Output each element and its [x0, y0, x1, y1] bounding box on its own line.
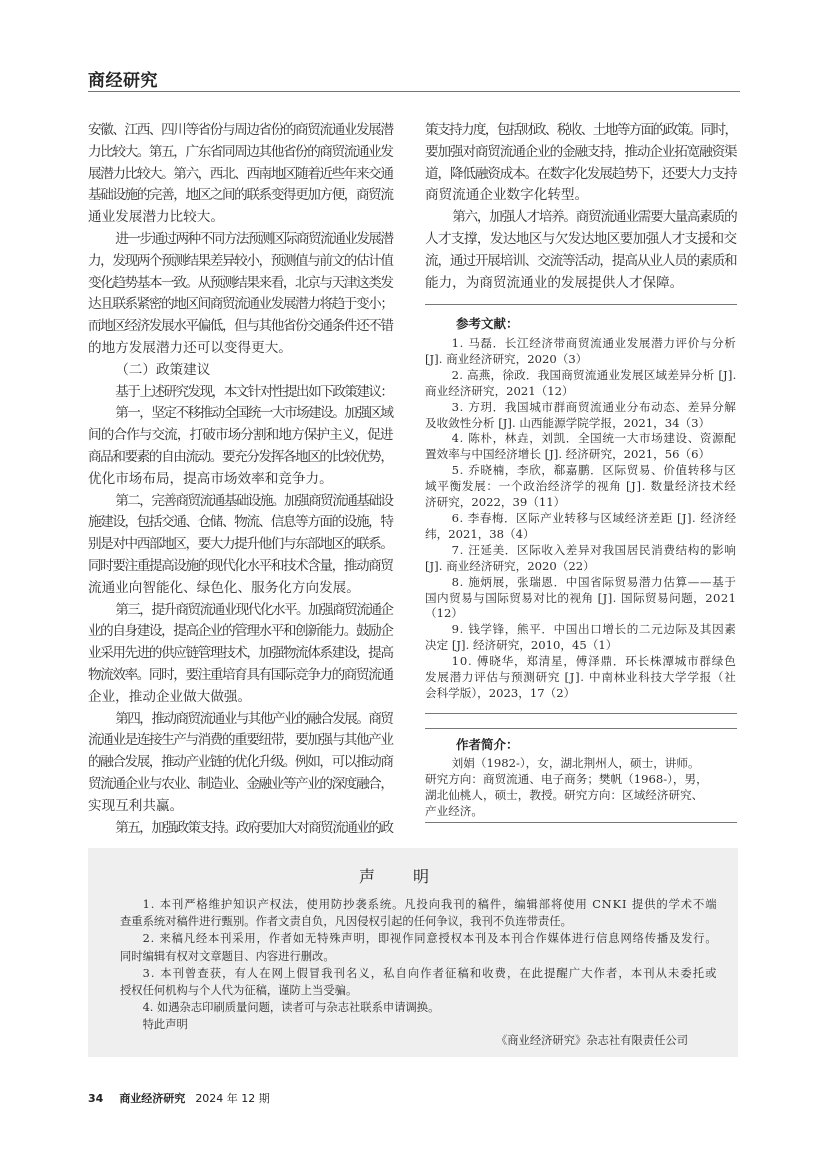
paragraph-line: 别是对中西部地区，要大力提升他们与东部地区的联系。 — [88, 536, 393, 553]
reference-line: 2. 高燕，徐政．我国商贸流通业发展区域差异分析 [J]. — [451, 367, 737, 382]
paragraph-line: 流通业是连接生产与消费的重要纽带，要加强与其他产业 — [88, 732, 393, 749]
running-header-title: 商经研究 — [88, 71, 158, 91]
paragraph-line: 企业，推动企业做大做强。 — [88, 688, 252, 705]
notice-line: 2. 来稿凡经本刊采用，作者如无特殊声明，即视作同意授权本刊及本刊合作媒体进行信息网络传播及发行。 — [142, 932, 718, 946]
reference-line: 1. 马磊．长江经济带商贸流通业发展潜力评价与分析 — [451, 336, 737, 350]
paragraph-line: 变化趋势基本一致。从预测结果来看，北京与天津这类发 — [88, 274, 393, 291]
paragraph-line: 同时要注重提高设施的现代化水平和技术含量，推动商贸 — [88, 557, 393, 574]
paragraph-line: 流，通过开展培训、交流等活动，提高从业人员的素质和 — [425, 252, 737, 269]
references-list — [425, 336, 737, 702]
footer-journal-name: 商业经济研究 — [119, 1092, 186, 1105]
author-top-rule — [425, 728, 737, 729]
reference-line: 商业经济研究，2021（12） — [425, 383, 574, 398]
reference-line: 域平衡发展：一个政治经济学的视角 [J]. 数量经济技术经 — [425, 479, 737, 494]
author-bio-line: 产业经济。 — [425, 804, 483, 818]
reference-line: 会科学版），2023，17（2） — [425, 685, 576, 700]
reference-line: 及收敛性分析 [J]. 山西能源学院学报，2021，34（3） — [425, 415, 711, 430]
paragraph-line: 贸流通企业与农业、制造业、金融业等产业的深度融合， — [88, 775, 393, 792]
reference-line: 7. 汪延美．区际收入差异对我国居民消费结构的影响 — [451, 542, 737, 557]
footer-issue: 2024 年 12 期 — [195, 1092, 270, 1105]
notice-line: 1. 本刊严格维护知识产权法，使用防抄袭系统。凡投向我刊的稿件，编辑部将使用 CNKI 提供的学术不端 — [142, 898, 718, 911]
paragraph-line: 能力，为商贸流通业的发展提供人才保障。 — [425, 274, 684, 291]
paragraph-line: 第三，提升商贸流通业现代化水平。加强商贸流通企 — [115, 601, 393, 618]
reference-line: 3. 方玥．我国城市群商贸流通业分布动态、差异分解 — [451, 399, 737, 414]
paragraph-line: 力，发现两个预测结果差异较小，预测值与前文的估计值 — [88, 252, 393, 269]
references-heading: 参考文献： — [456, 316, 519, 331]
reference-line: 9. 钱学锋，熊平．中国出口增长的二元边际及其因素 — [451, 622, 737, 637]
paragraph-line: 第六，加强人才培养。商贸流通业需要大量高素质的 — [452, 209, 737, 226]
reference-line: 纬，2021，38（4） — [425, 526, 535, 541]
reference-line: 置效率与中国经济增长 [J]. 经济研究，2021，56（6） — [425, 447, 711, 462]
notice-line: 特此声明 — [142, 1018, 188, 1032]
reference-line: [J]. 商业经济研究，2020（3） — [425, 351, 588, 366]
page-number: 34 — [88, 1092, 104, 1105]
left-text-column — [88, 120, 393, 839]
author-bio — [425, 755, 725, 819]
reference-line: 发展潜力评估与预测研究 [J]. 中南林业科技大学学报（社 — [425, 670, 737, 685]
reference-line: 6. 李春梅．区际产业转移与区域经济差距 [J]. 经济经 — [451, 510, 737, 525]
paragraph-line: 道，降低融资成本。在数字化发展趋势下，还要大力支持 — [425, 165, 737, 182]
notice-body — [120, 896, 718, 1034]
paragraph-line: 商品和要素的自由流动。要充分发挥各地区的比较优势， — [88, 448, 393, 465]
notice-line: 查重系统对稿件进行甄别。作者文责自负，凡因侵权引起的任何争议，我刊不负连带责任。 — [120, 915, 572, 929]
notice-line: 授权任何机构与个人代为征稿，谨防上当受骗。 — [120, 984, 358, 998]
reference-line: 决定 [J]. 经济研究，2010，45（1） — [425, 638, 618, 653]
paragraph-line: 第一，坚定不移推动全国统一大市场建设。加强区域 — [115, 405, 393, 422]
references-bottom-rule — [425, 713, 737, 714]
paragraph-line: 要加强对商贸流通企业的金融支持，推动企业拓宽融资渠 — [425, 143, 737, 160]
paragraph-line: 而地区经济发展水平偏低，但与其他省份交通条件还不错 — [88, 318, 393, 335]
reference-line: 8. 施炳展，张瑞恩．中国省际贸易潜力估算——基于 — [451, 574, 737, 589]
paragraph-line: （二）政策建议 — [115, 361, 211, 378]
paragraph-line: 通业发展潜力比较大。 — [88, 209, 224, 226]
reference-line: 国内贸易与国际贸易对比的视角 [J]. 国际贸易问题，2021 — [425, 590, 737, 605]
reference-line: 5. 乔晓楠，李欣，郗嘉鹏．区际贸易、价值转移与区 — [451, 463, 737, 478]
paragraph-line: 展潜力比较大。第六，西北、西南地区随着近些年来交通 — [88, 165, 393, 182]
paragraph-line: 施建设，包括交通、仓储、物流、信息等方面的设施，特 — [88, 514, 393, 531]
author-heading: 作者简介： — [456, 737, 519, 752]
paragraph-line: 策支持力度，包括财政、税收、土地等方面的政策。同时， — [425, 122, 737, 138]
page-footer — [88, 1090, 270, 1106]
author-bottom-rule — [425, 822, 737, 823]
paragraph-line: 物流效率。同时，要注重培育具有国际竞争力的商贸流通 — [88, 666, 393, 683]
reference-line: 4. 陈朴，林垚，刘凯．全国统一大市场建设、资源配 — [451, 431, 737, 446]
paragraph-line: 间的合作与交流，打破市场分割和地方保护主义，促进 — [88, 427, 393, 444]
paragraph-line: 基础设施的完善，地区之间的联系变得更加方便，商贸流 — [88, 187, 393, 204]
paragraph-line: 流通业向智能化、绿色化、服务化方向发展。 — [88, 579, 360, 596]
right-text-column — [425, 120, 737, 294]
notice-line: 4. 如遇杂志印刷质量问题，读者可与杂志社联系申请调换。 — [142, 1001, 440, 1015]
references-top-rule — [425, 304, 737, 305]
reference-line: [J]. 商业经济研究，2020（22） — [425, 558, 595, 573]
paragraph-line: 人才支撑，发达地区与欠发达地区要加强人才支援和交 — [425, 230, 737, 247]
paragraph-line: 业采用先进的供应链管理技术，加强物流体系建设，提高 — [88, 645, 393, 662]
paragraph-line: 力比较大。第五，广东省同周边其他省份的商贸流通业发 — [88, 143, 393, 160]
reference-line: （12） — [425, 606, 463, 621]
notice-line: 同时编辑有权对文章题目、内容进行删改。 — [120, 949, 335, 963]
paragraph-line: 基于上述研究发现，本文针对性提出如下政策建议： — [115, 383, 393, 400]
paragraph-line: 安徽、江西、四川等省份与周边省份的商贸流通业发展潜 — [88, 122, 393, 138]
paragraph-line: 业的自身建设，提高企业的管理水平和创新能力。鼓励企 — [88, 623, 393, 640]
paragraph-line: 进一步通过两种不同方法预测区际商贸流通业发展潜 — [115, 230, 393, 247]
paragraph-line: 第二，完善商贸流通基础设施。加强商贸流通基础设 — [115, 492, 393, 509]
paragraph-line: 商贸流通企业数字化转型。 — [425, 187, 589, 204]
paragraph-line: 的融合发展，推动产业链的优化升级。例如，可以推动商 — [88, 754, 393, 771]
reference-line: 济研究，2022，39（11） — [425, 495, 566, 510]
paragraph-line: 达且联系紧密的地区间商贸流通业发展潜力将趋于变小； — [88, 296, 393, 313]
author-bio-line: 研究方向：商贸流通、电子商务；樊帆（1968-），男， — [425, 772, 708, 786]
author-bio-line: 刘娟（1982-），女，湖北荆州人，硕士，讲师。 — [451, 756, 700, 770]
author-bio-line: 湖北仙桃人，硕士，教授。研究方向：区域经济研究、 — [425, 788, 704, 802]
notice-signature: 《商业经济研究》杂志社有限责任公司 — [495, 1034, 688, 1047]
paragraph-line: 第四，推动商贸流通业与其他产业的融合发展。商贸 — [115, 710, 393, 727]
paragraph-line: 的地方发展潜力还可以变得更大。 — [88, 339, 292, 356]
notice-line: 3. 本刊曾查获，有人在网上假冒我刊名义，私自向作者征稿和收费，在此提醒广大作者，本刊从未委托或 — [142, 966, 718, 980]
reference-line: 10. 傅晓华，郑清星，傅泽鼎．环长株潭城市群绿色 — [451, 654, 737, 669]
notice-box — [88, 848, 738, 1057]
header-rule — [88, 91, 740, 92]
notice-title: 声明 — [358, 867, 467, 886]
paragraph-line: 优化市场布局，提高市场效率和竞争力。 — [88, 470, 333, 487]
paragraph-line: 第五，加强政策支持。政府要加大对商贸流通业的政 — [115, 819, 393, 836]
paragraph-line: 实现互利共赢。 — [88, 797, 184, 814]
